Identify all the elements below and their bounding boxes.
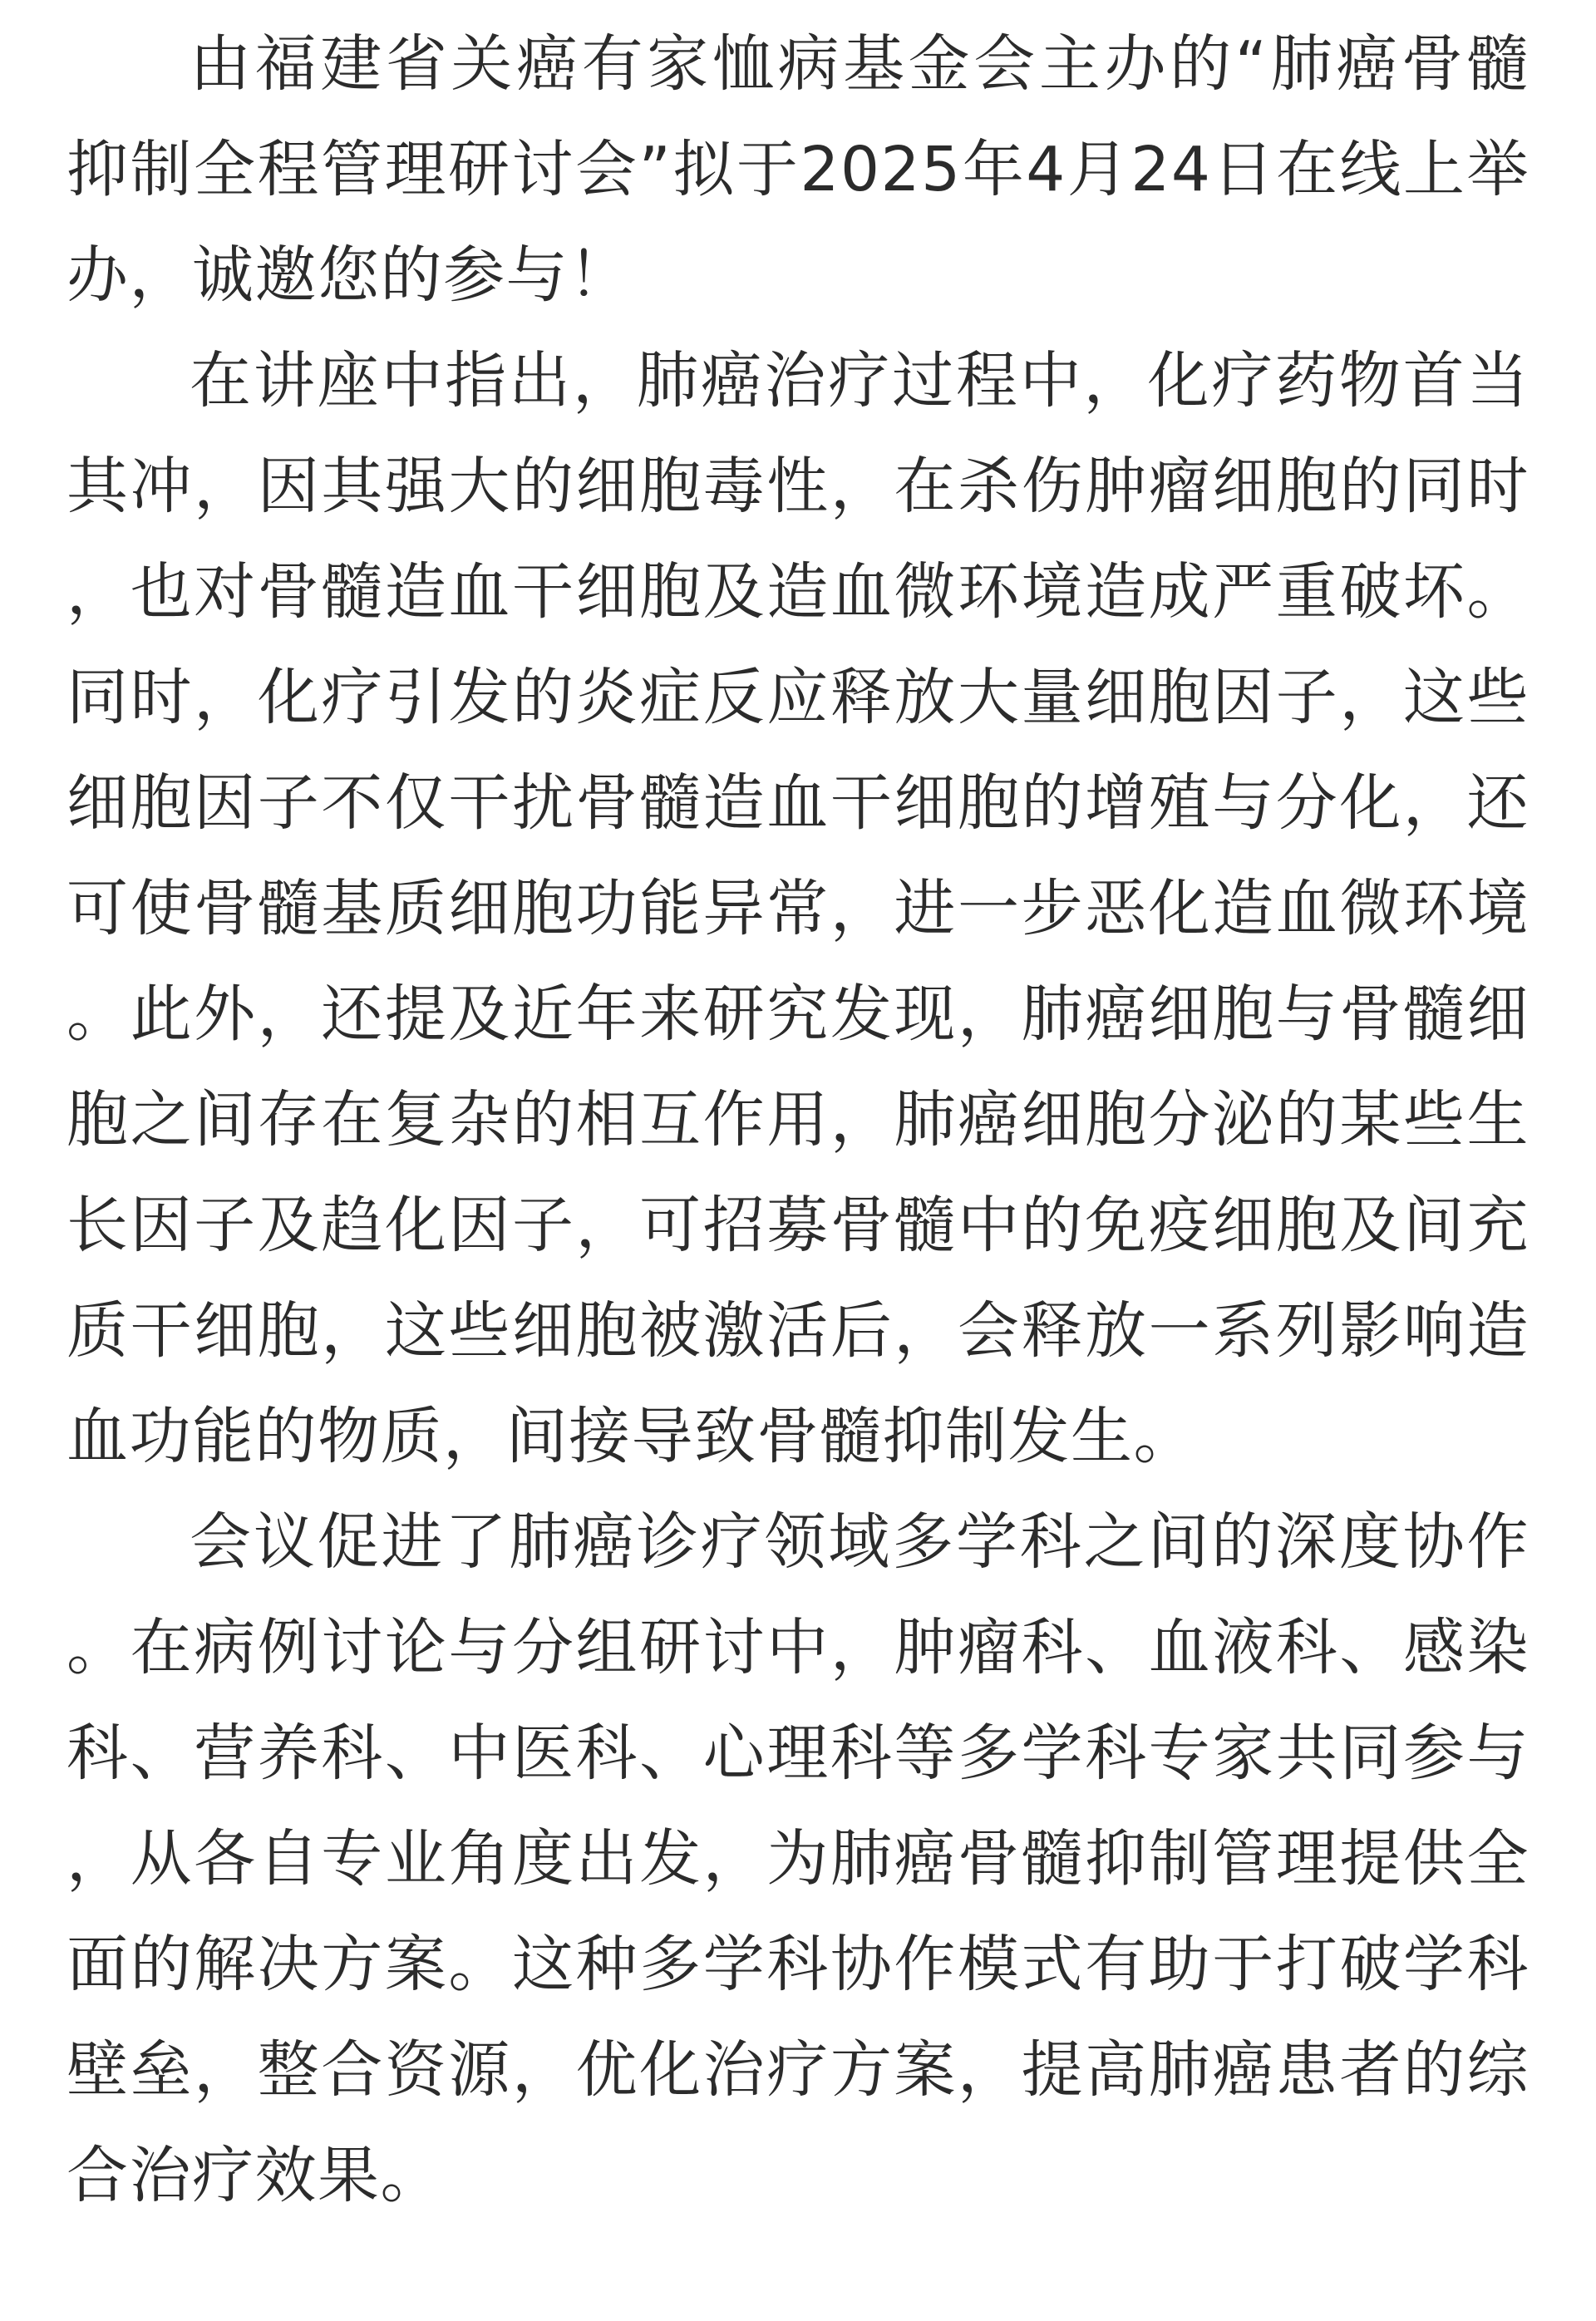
paragraph-invitation: 由福建省关癌有家恤病基金会主办的“肺癌骨髓抑制全程管理研讨会”拟于2025年4月24日在线上举办，诚邀您的参与！ [66, 28, 1530, 311]
paragraph-lecture-findings: 在讲座中指出，肺癌治疗过程中，化疗药物首当其冲，因其强大的细胞毒性，在杀伤肿瘤细胞的同时，也对骨髓造血干细胞及造血微环境造成严重破坏。同时，化疗引发的炎症反应释放大量细胞因子，这些细胞因子不仅干扰骨髓造血干细胞的增殖与分化，还可使骨髓基质细胞功能异常，进一步恶化造血微环境。此外，还提及近年来研究发现，肺癌细胞与骨髓细胞之间存在复杂的相互作用，肺癌细胞分泌的某些生长因子及趋化因子，可招募骨髓中的免疫细胞及间充质干细胞，这些细胞被激活后，会释放一系列影响造血功能的物质，间接导致骨髓抑制发生。 [66, 345, 1530, 1472]
paragraph-multidisciplinary: 会议促进了肺癌诊疗领域多学科之间的深度协作。在病例讨论与分组研讨中，肿瘤科、血液科、感染科、营养科、中医科、心理科等多学科专家共同参与，从各自专业角度出发，为肺癌骨髓抑制管理提供全面的解决方案。这种多学科协作模式有助于打破学科壁垒，整合资源，优化治疗方案，提高肺癌患者的综合治疗效果。 [66, 1506, 1530, 2211]
article-body [66, 12, 1530, 2229]
